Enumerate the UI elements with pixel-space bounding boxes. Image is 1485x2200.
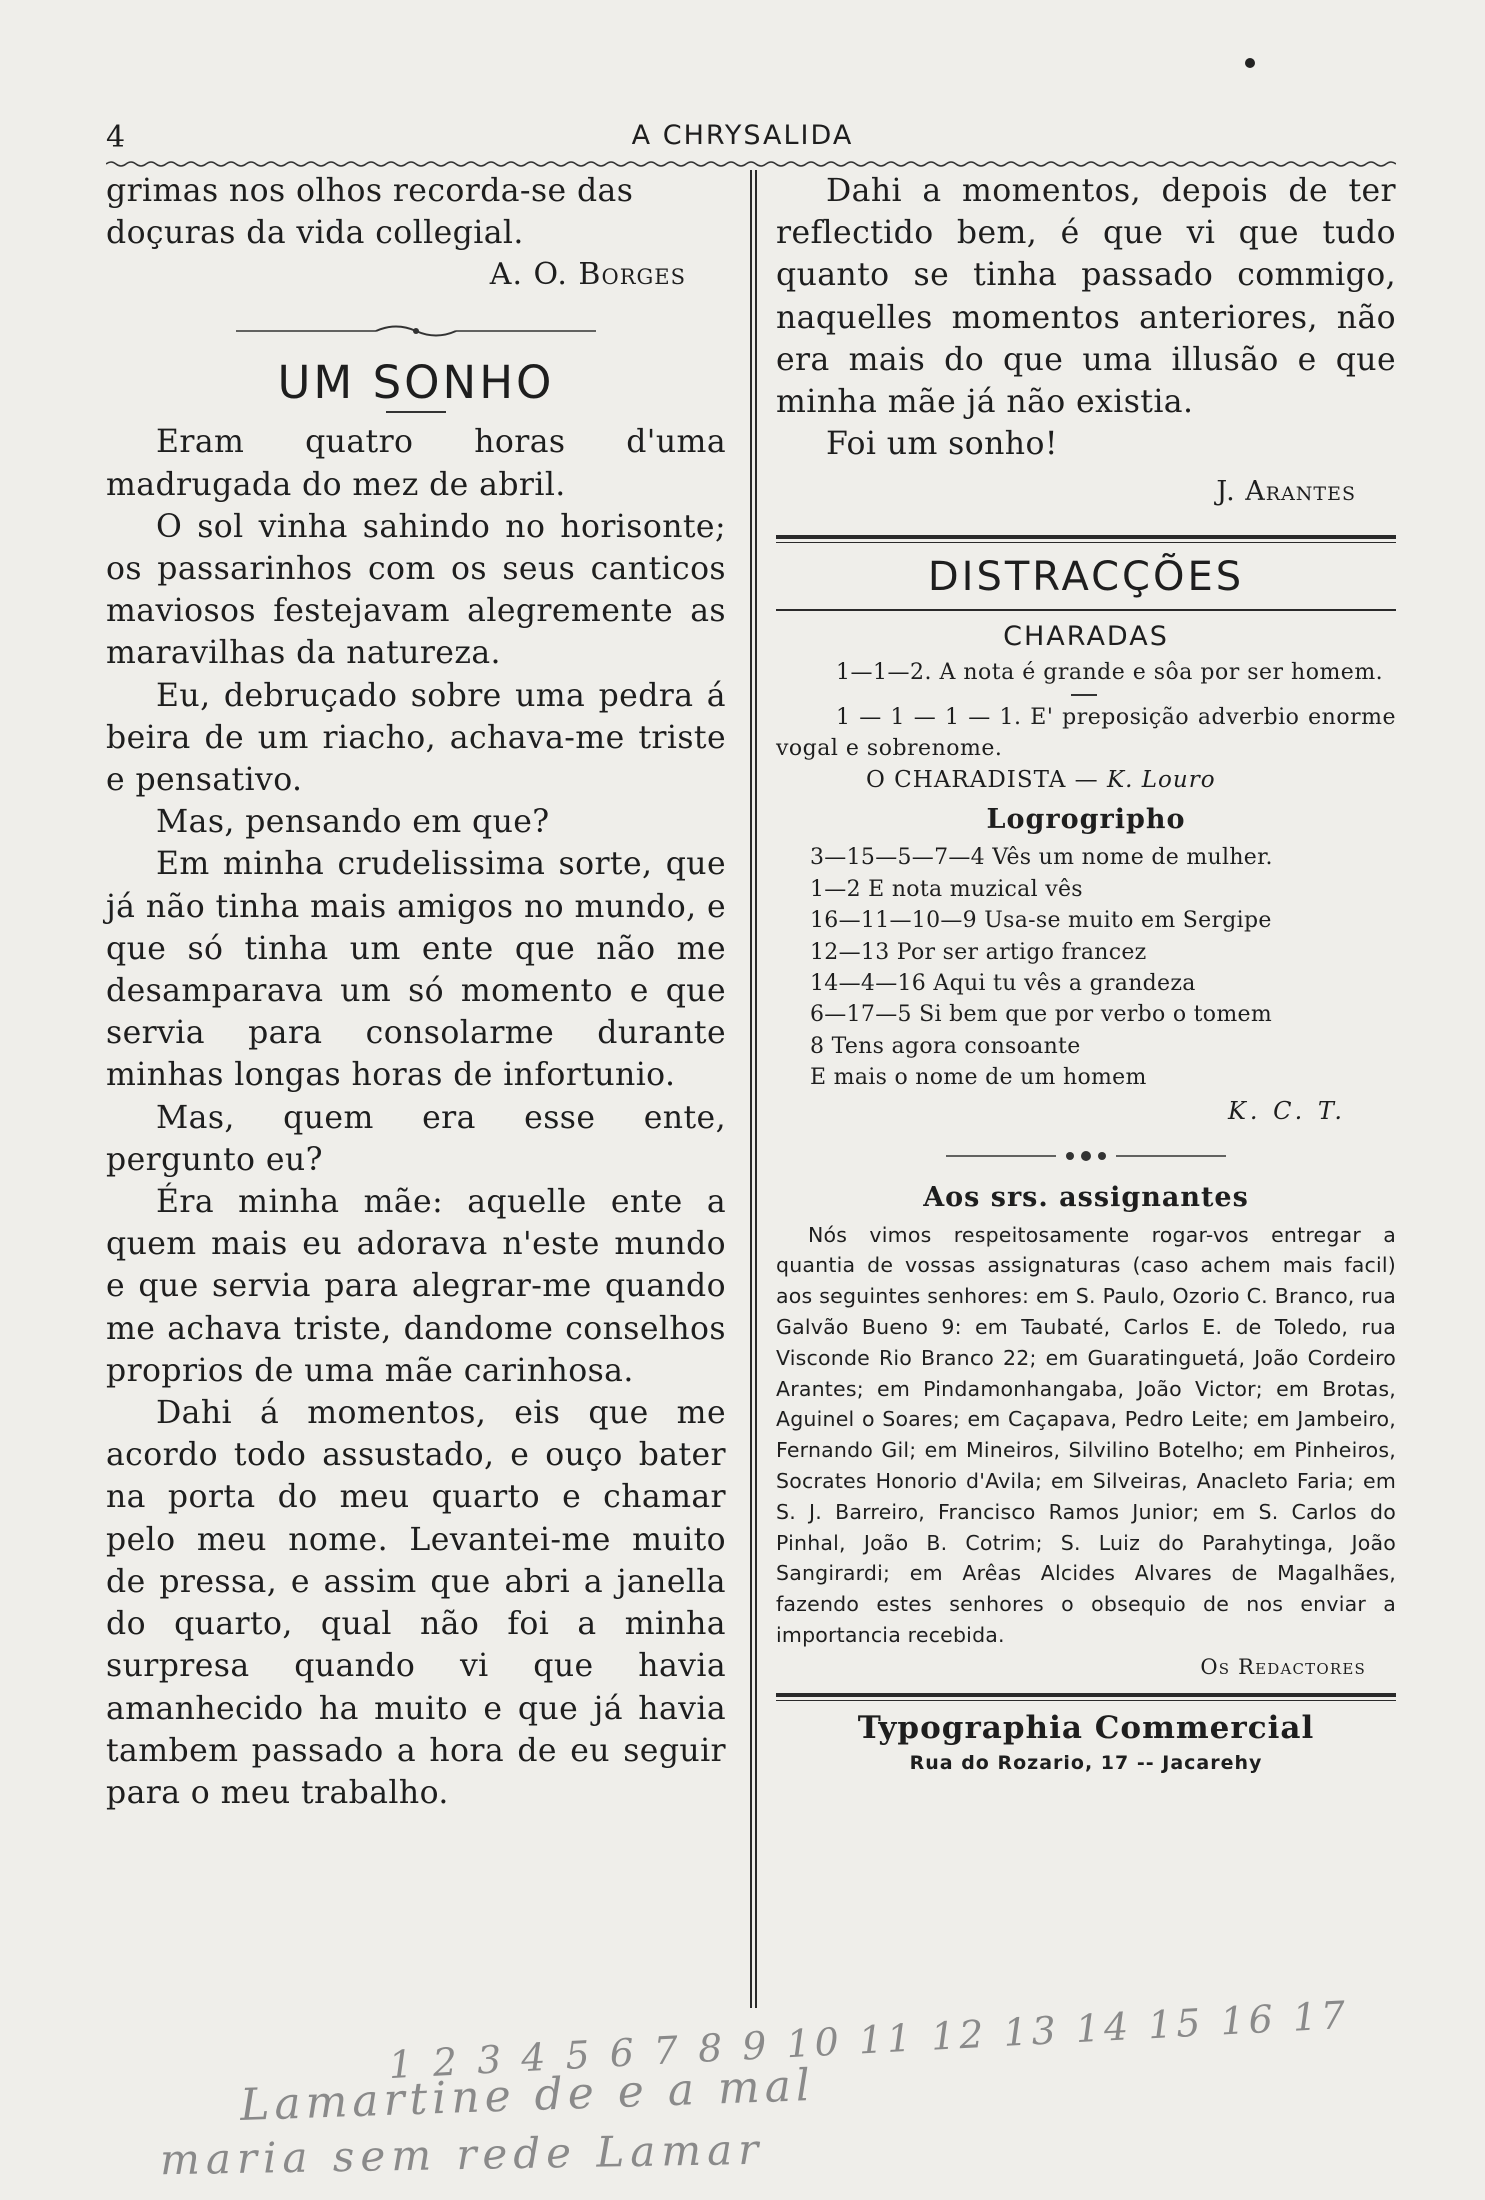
logogripho-line: 3—15—5—7—4 Vês um nome de mulher. xyxy=(810,845,1273,871)
story-paragraph: Éra minha mãe: aquelle ente a quem mais eu adorava n'este mundo e que servia para alegrar-me quando me achava triste, dandome conselhos proprios de uma mãe carinhosa. xyxy=(106,1184,726,1389)
right-column xyxy=(776,170,1396,1777)
notice-body: Nós vimos respeitosamente rogar-vos entregar a quantia de vossas assignaturas (caso achem mais facil) aos seguintes senhores: em S. Paulo, Ozorio C. Branco, rua Galvão Bueno 9: em Taubaté, Carlos E. de Toledo, rua Visconde Rio Branco 22; em Guaratinguetá, João Cordeiro Arantes; em Pindamonhangaba, João Victor; em Brotas, Aguinel o Soares; em Caçapava, Pedro Leite; em Jambeiro, Fernando Gil; em Mineiros, Silvilino Botelho; em Pinheiros, Socrates Honorio d'Avila; em Silveiras, Anacleto Faria; em S. J. Barreiro, Francisco Ramos Junior; em S. Carlos do Pinhal, João B. Cotrim; S. Luiz do Parahytinga, João Sangirardi; em Arêas Alcides Alvares de Magalhães, fazendo estes senhores o obsequio de nos enviar a importancia recebida. xyxy=(776,1222,1396,1648)
handwritten-line: maria sem rede Lamar xyxy=(159,2124,765,2185)
handwritten-numbers: 1 2 3 4 5 6 7 8 9 10 11 12 13 14 15 16 17 xyxy=(387,1992,1351,2088)
story-signature: J. Arantes xyxy=(1216,476,1356,508)
charadista-credit xyxy=(776,764,1396,796)
story-paragraph: Dahi á momentos, eis que me acordo todo assustado, e ouço bater na porta do meu quarto e chamar pelo meu nome. Levantei-me muito de pressa, e assim que abri a janella do quarto, qual não foi a minha surpresa quando vi que havia amanhecido ha muito e que já havia tambem passado a hora de eu seguir para o meu trabalho. xyxy=(106,1395,726,1811)
ornament-divider-small xyxy=(946,1146,1226,1166)
logogripho-line: 14—4—16 Aqui tu vês a grandeza xyxy=(810,971,1196,997)
story-paragraph: O sol vinha sahindo no horisonte; os passarinhos com os seus canticos maviosos festejavam alegremente as maravilhas da natureza. xyxy=(106,508,726,672)
charadista-author: K. Louro xyxy=(1106,767,1216,794)
notice-signature: Os Redactores xyxy=(1200,1654,1366,1679)
story-continued-paragraph: Foi um sonho! xyxy=(826,426,1058,463)
section-title: DISTRACÇÕES xyxy=(927,554,1245,601)
left-column xyxy=(106,170,726,1814)
logogripho-title: Logrogripho xyxy=(986,804,1186,836)
running-title: A CHRYSALIDA xyxy=(631,120,854,151)
logogripho-line: 12—13 Por ser artigo francez xyxy=(810,939,1147,965)
ink-dot xyxy=(1245,58,1255,68)
notice-title: Aos srs. assignantes xyxy=(923,1181,1249,1213)
charada-2: 1 — 1 — 1 — 1. E' preposição adverbio enorme vogal e sobrenome. xyxy=(776,705,1396,762)
header-wavy-rule xyxy=(106,160,1396,168)
logogripho-line: E mais o nome de um homem xyxy=(810,1065,1147,1091)
logogripho-line: 6—17—5 Si bem que por verbo o tomem xyxy=(810,1002,1272,1028)
handwritten-line: Lamartine de e a mal xyxy=(239,2059,816,2132)
logogripho-line: 16—11—10—9 Usa-se muito em Sergipe xyxy=(810,908,1272,934)
page-number: 4 xyxy=(106,120,126,155)
section-rule xyxy=(776,609,1396,611)
ornament-divider xyxy=(236,318,596,344)
logogripho-line: 1—2 E nota muzical vês xyxy=(810,876,1083,902)
intro-signature: A. O. Borges xyxy=(489,257,686,293)
charada-separator xyxy=(1071,694,1097,696)
title-underline xyxy=(386,411,446,413)
charada-1: 1—1—2. A nota é grande e sôa por ser homem. xyxy=(836,660,1384,686)
story-paragraph: Eu, debruçado sobre uma pedra á beira de um riacho, achava-me triste e pensativo. xyxy=(106,677,726,799)
intro-line-2: doçuras da vida collegial. xyxy=(106,215,524,252)
story-paragraph: Em minha crudelissima sorte, que já não tinha mais amigos no mundo, e que só tinha um ente que não me desamparava um só momento e que servia para consolarme durante minhas longas horas de infortunio. xyxy=(106,846,726,1094)
printer-double-rule xyxy=(776,1693,1396,1701)
intro-line-1: grimas nos olhos recorda-se das xyxy=(106,173,634,209)
story-paragraph: Eram quatro horas d'uma madrugada do mez de abril. xyxy=(106,424,726,503)
story-title: UM SONHO xyxy=(277,356,555,410)
printer-name: Typographia Commercial xyxy=(857,1709,1315,1746)
charadas-title: CHARADAS xyxy=(1003,621,1169,653)
story-paragraph: Mas, quem era esse ente, pergunto eu? xyxy=(106,1099,726,1178)
charadista-name: O CHARADISTA — xyxy=(866,767,1099,794)
story-continued-paragraph: Dahi a momentos, depois de ter reflectido bem, é que vi que tudo quanto se tinha passado commigo, naquelles momentos anteriores, não era mais do que uma illusão e que minha mãe já não existia. xyxy=(776,173,1396,421)
column-divider xyxy=(750,170,757,2008)
logogripho-signature: K. C. T. xyxy=(1227,1096,1346,1125)
logogripho-line: 8 Tens agora consoante xyxy=(810,1033,1081,1059)
section-double-rule xyxy=(776,535,1396,543)
printer-address: Rua do Rozario, 17 -- Jacarehy xyxy=(909,1751,1263,1774)
story-paragraph: Mas, pensando em que? xyxy=(156,804,550,841)
